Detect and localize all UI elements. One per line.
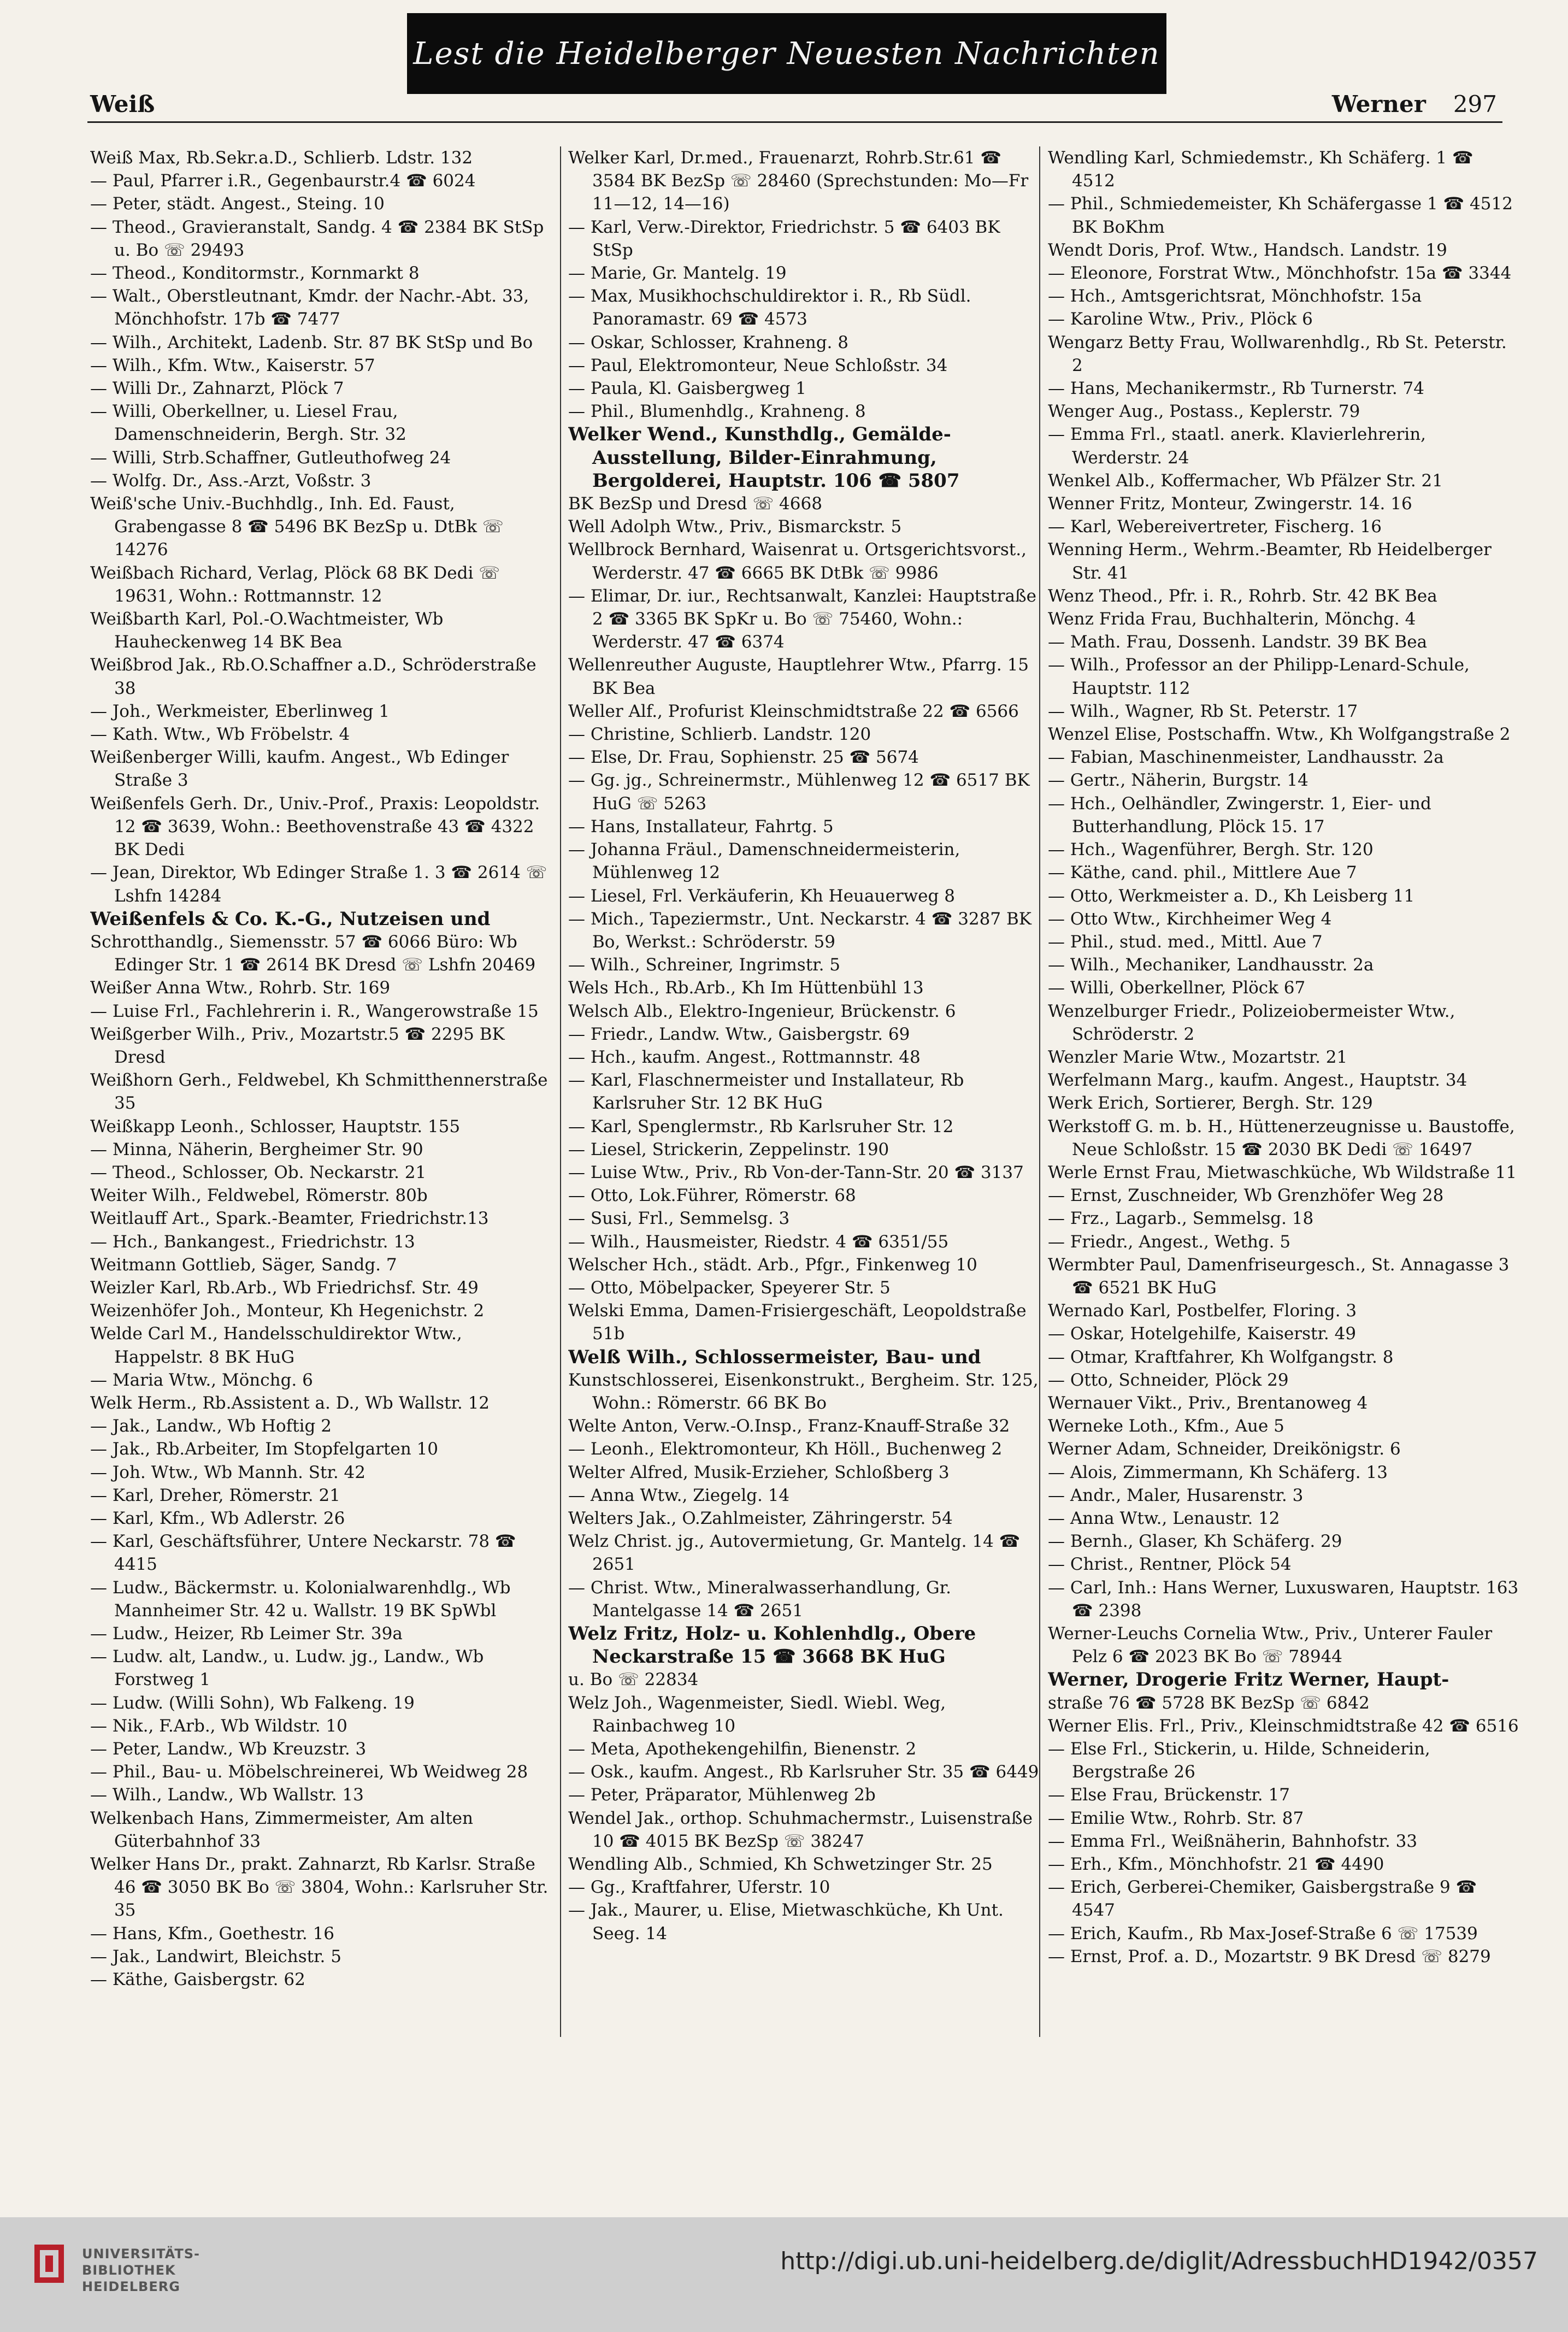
directory-entry: Wernauer Vikt., Priv., Brentanoweg 4 [1048, 1393, 1368, 1413]
directory-entry: — Erich, Gerberei-Chemiker, Gaisbergstraße 9 ☎ 4547 [1048, 1877, 1477, 1921]
directory-entry: — Ludw. (Willi Sohn), Wb Falkeng. 19 [90, 1693, 415, 1713]
directory-entry: Welk Herm., Rb.Assistent a. D., Wb Wallstr. 12 [90, 1393, 490, 1413]
directory-entry: — Otto, Möbelpacker, Speyerer Str. 5 [568, 1277, 891, 1298]
directory-entry: — Liesel, Strickerin, Zeppelinstr. 190 [568, 1139, 889, 1159]
directory-entry: Weißbarth Karl, Pol.-O.Wachtmeister, Wb Hauheckenweg 14 BK Bea [90, 609, 444, 652]
directory-entry: — Joh. Wtw., Wb Mannh. Str. 42 [90, 1462, 366, 1482]
directory-entry: — Emma Frl., staatl. anerk. Klavierlehrerin, Werderstr. 24 [1048, 425, 1426, 468]
directory-entry: Wengarz Betty Frau, Wollwarenhdlg., Rb St. Peterstr. 2 [1048, 332, 1507, 375]
directory-entry: — Oskar, Hotelgehilfe, Kaiserstr. 49 [1048, 1324, 1357, 1344]
directory-entry: — Hch., Amtsgerichtsrat, Mönchhofstr. 15a [1048, 286, 1422, 307]
directory-entry: — Peter, städt. Angest., Steing. 10 [90, 194, 385, 214]
directory-entry: — Ludw. alt, Landw., u. Ludw. jg., Landw., Wb Forstweg 1 [90, 1647, 484, 1690]
directory-entry: — Wilh., Mechaniker, Landhausstr. 2a [1048, 955, 1374, 975]
directory-entry: Wenner Fritz, Monteur, Zwingerstr. 14. 16 [1048, 494, 1412, 514]
directory-entry: — Nik., F.Arb., Wb Wildstr. 10 [90, 1716, 347, 1736]
page-number: 297 [1453, 91, 1497, 117]
directory-entry: — Max, Musikhochschuldirektor i. R., Rb Südl. Panoramastr. 69 ☎ 4573 [568, 286, 971, 329]
directory-entry: Weizler Karl, Rb.Arb., Wb Friedrichsf. Str. 49 [90, 1277, 479, 1298]
directory-entry: — Wilh., Hausmeister, Riedstr. 4 ☎ 6351/55 [568, 1232, 949, 1252]
directory-entry: — Theod., Konditormstr., Kornmarkt 8 [90, 263, 420, 284]
directory-entry: Weißbach Richard, Verlag, Plöck 68 BK Dedi ☏ 19631, Wohn.: Rottmannstr. 12 [90, 563, 500, 606]
directory-entry: — Otto Wtw., Kirchheimer Weg 4 [1048, 909, 1332, 929]
directory-entry: — Karl, Spenglermstr., Rb Karlsruher Str. 12 [568, 1116, 954, 1136]
directory-entry: — Else Frl., Stickerin, u. Hilde, Schneiderin, Bergstraße 26 [1048, 1739, 1430, 1782]
directory-entry: — Wolfg. Dr., Ass.-Arzt, Voßstr. 3 [90, 470, 372, 491]
directory-entry: — Jak., Maurer, u. Elise, Mietwaschküche, Kh Unt. Seeg. 14 [568, 1900, 1004, 1944]
directory-entry: — Wilh., Schreiner, Ingrimstr. 5 [568, 955, 840, 975]
directory-entry: Weißgerber Wilh., Priv., Mozartstr.5 ☎ 2295 BK Dresd [90, 1024, 505, 1067]
directory-entry: — Karl, Verw.-Direktor, Friedrichstr. 5 ☎ 6403 BK StSp [568, 217, 1000, 260]
directory-entry: Werner-Leuchs Cornelia Wtw., Priv., Unterer Fauler Pelz 6 ☎ 2023 BK Bo ☏ 78944 [1048, 1624, 1493, 1667]
directory-entry: — Leonh., Elektromonteur, Kh Höll., Buchenweg 2 [568, 1439, 1003, 1459]
directory-entry: Werneke Loth., Kfm., Aue 5 [1048, 1416, 1284, 1436]
directory-entry: — Käthe, Gaisbergstr. 62 [90, 1970, 305, 1990]
directory-entry: Werner Adam, Schneider, Dreikönigstr. 6 [1048, 1439, 1401, 1459]
newspaper-banner [407, 13, 1166, 94]
directory-entry: — Andr., Maler, Husarenstr. 3 [1048, 1485, 1304, 1505]
directory-entry: — Susi, Frl., Semmelsg. 3 [568, 1209, 790, 1229]
directory-entry: — Erh., Kfm., Mönchhofstr. 21 ☎ 4490 [1048, 1854, 1384, 1875]
header-left-word: Weiß [90, 91, 155, 117]
directory-entry: — Mich., Tapeziermstr., Unt. Neckarstr. 4 ☎ 3287 BK Bo, Werkst.: Schröderstr. 59 [568, 909, 1031, 952]
directory-entry: Welsch Alb., Elektro-Ingenieur, Brückenstr. 6 [568, 1001, 956, 1021]
directory-entry: — Walt., Oberstleutnant, Kmdr. der Nachr.-Abt. 33, Mönchhofstr. 17b ☎ 7477 [90, 286, 529, 329]
banner-text: Lest die Heidelberger Neuesten Nachrichten [413, 36, 1160, 72]
page-header [90, 86, 1497, 125]
directory-entry: — Theod., Schlosser, Ob. Neckarstr. 21 [90, 1162, 427, 1182]
directory-entry: — Willi Dr., Zahnarzt, Plöck 7 [90, 379, 344, 399]
directory-entry: — Karl, Webereivertreter, Fischerg. 16 [1048, 517, 1382, 537]
directory-entry: Welski Emma, Damen-Frisiergeschäft, Leopoldstraße 51b [568, 1301, 1027, 1344]
directory-entry: — Otmar, Kraftfahrer, Kh Wolfgangstr. 8 [1048, 1347, 1394, 1367]
header-right [1332, 91, 1497, 117]
directory-entry: — Karl, Flaschnermeister und Installateur, Rb Karlsruher Str. 12 BK HuG [568, 1070, 964, 1114]
directory-entry: — Johanna Fräul., Damenschneidermeisterin, Mühlenweg 12 [568, 840, 960, 883]
directory-entry: — Erich, Kaufm., Rb Max-Josef-Straße 6 ☏ 17539 [1048, 1923, 1478, 1944]
directory-entry: Werner Elis. Frl., Priv., Kleinschmidtstraße 42 ☎ 6516 [1048, 1716, 1519, 1736]
directory-entry: Werk Erich, Sortierer, Bergh. Str. 129 [1048, 1093, 1373, 1114]
directory-entry: — Minna, Näherin, Bergheimer Str. 90 [90, 1139, 423, 1159]
directory-entry: — Paul, Elektromonteur, Neue Schloßstr. 34 [568, 355, 948, 375]
directory-entry: — Gg., Kraftfahrer, Uferstr. 10 [568, 1877, 830, 1898]
directory-entry: — Wilh., Kfm. Wtw., Kaiserstr. 57 [90, 355, 375, 375]
footer-bar [0, 2217, 1568, 2332]
directory-entry: Welkenbach Hans, Zimmermeister, Am alten Güterbahnhof 33 [90, 1808, 473, 1851]
directory-entry: — Peter, Präparator, Mühlenweg 2b [568, 1785, 876, 1805]
directory-entry: — Friedr., Angest., Wethg. 5 [1048, 1232, 1291, 1252]
directory-entry: — Phil., Blumenhdlg., Krahneng. 8 [568, 402, 866, 422]
directory-entry: — Willi, Strb.Schaffner, Gutleuthofweg 24 [90, 447, 451, 468]
directory-entry: Weiß'sche Univ.-Buchhdlg., Inh. Ed. Faust, Grabengasse 8 ☎ 5496 BK BezSp u. DtBk ☏ 14276 [90, 494, 504, 560]
directory-entry: — Phil., stud. med., Mittl. Aue 7 [1048, 932, 1323, 952]
directory-entry: Werner, Drogerie Fritz Werner, Haupt- [1048, 1669, 1449, 1691]
directory-entry: — Otto, Schneider, Plöck 29 [1048, 1370, 1289, 1390]
directory-entry: — Elimar, Dr. iur., Rechtsanwalt, Kanzlei: Hauptstraße 2 ☎ 3365 BK SpKr u. Bo ☏ 75460, Wohn.: Werderstr. 47 ☎ 6374 [568, 586, 1036, 652]
directory-entry: — Jak., Landwirt, Bleichstr. 5 [90, 1946, 341, 1966]
header-rule [87, 121, 1502, 123]
directory-entry: Werkstoff G. m. b. H., Hüttenerzeugnisse u. Baustoffe, Neue Schloßstr. 15 ☎ 2030 BK Dedi ☏ 16497 [1048, 1116, 1515, 1159]
directory-entry: — Christ. Wtw., Mineralwasserhandlung, Gr. Mantelgasse 14 ☎ 2651 [568, 1577, 951, 1621]
directory-entry: — Meta, Apothekengehilfin, Bienenstr. 2 [568, 1739, 917, 1759]
directory-entry: — Wilh., Landw., Wb Wallstr. 13 [90, 1785, 364, 1805]
directory-entry: Werfelmann Marg., kaufm. Angest., Hauptstr. 34 [1048, 1070, 1467, 1091]
directory-entry: — Jean, Direktor, Wb Edinger Straße 1. 3 ☎ 2614 ☏ Lshfn 14284 [90, 863, 547, 906]
directory-entry: Welscher Hch., städt. Arb., Pfgr., Finkenweg 10 [568, 1255, 977, 1275]
directory-entry: Weißenfels Gerh. Dr., Univ.-Prof., Praxis: Leopoldstr. 12 ☎ 3639, Wohn.: Beethovenstraße 43 ☎ 4322 BK Dedi [90, 793, 540, 860]
directory-entry: Welz Joh., Wagenmeister, Siedl. Wiebl. Weg, Rainbachweg 10 [568, 1693, 946, 1736]
directory-entry: Wenzel Elise, Postschaffn. Wtw., Kh Wolfgangstraße 2 [1048, 725, 1511, 745]
directory-entry: Weiter Wilh., Feldwebel, Römerstr. 80b [90, 1186, 428, 1206]
directory-entry: — Ernst, Prof. a. D., Mozartstr. 9 BK Dresd ☏ 8279 [1048, 1946, 1491, 1966]
directory-entry: BK BezSp und Dresd ☏ 4668 [568, 494, 822, 514]
directory-entry: — Gg. jg., Schreinermstr., Mühlenweg 12 ☎ 6517 BK HuG ☏ 5263 [568, 770, 1030, 814]
directory-entry: Weißkapp Leonh., Schlosser, Hauptstr. 155 [90, 1116, 461, 1136]
directory-entry: — Otto, Werkmeister a. D., Kh Leisberg 11 [1048, 886, 1415, 906]
directory-entry: — Math. Frau, Dossenh. Landstr. 39 BK Bea [1048, 632, 1428, 652]
directory-entry: — Carl, Inh.: Hans Werner, Luxuswaren, Hauptstr. 163 ☎ 2398 [1048, 1577, 1519, 1621]
directory-entry: — Jak., Landw., Wb Hoftig 2 [90, 1416, 332, 1436]
directory-entry: Weitmann Gottlieb, Säger, Sandg. 7 [90, 1255, 397, 1275]
directory-entry: Wellenreuther Auguste, Hauptlehrer Wtw., Pfarrg. 15 BK Bea [568, 655, 1029, 698]
source-url-link[interactable]: http://digi.ub.uni-heidelberg.de/diglit/AdressbuchHD1942/0357 [780, 2247, 1538, 2275]
directory-entry: — Ernst, Zuschneider, Wb Grenzhöfer Weg 28 [1048, 1186, 1444, 1206]
directory-entry: — Phil., Bau- u. Möbelschreinerei, Wb Weidweg 28 [90, 1762, 528, 1782]
directory-entry: Wels Hch., Rb.Arb., Kh Im Hüttenbühl 13 [568, 978, 924, 998]
directory-entry: Wenkel Alb., Koffermacher, Wb Pfälzer Str. 21 [1048, 470, 1443, 491]
directory-entry: — Hans, Kfm., Goethestr. 16 [90, 1923, 335, 1944]
directory-entry: — Emilie Wtw., Rohrb. Str. 87 [1048, 1808, 1304, 1828]
directory-entry: Well Adolph Wtw., Priv., Bismarckstr. 5 [568, 517, 902, 537]
directory-entry: — Karl, Dreher, Römerstr. 21 [90, 1485, 340, 1505]
column-divider [560, 146, 561, 2037]
directory-entry: — Ludw., Heizer, Rb Leimer Str. 39a [90, 1624, 403, 1644]
directory-entry: Welß Wilh., Schlossermeister, Bau- und [568, 1346, 981, 1368]
directory-entry: Wenz Frida Frau, Buchhalterin, Mönchg. 4 [1048, 609, 1416, 629]
directory-entry: — Willi, Oberkellner, u. Liesel Frau, Damenschneiderin, Bergh. Str. 32 [90, 402, 406, 445]
directory-entry: — Christine, Schlierb. Landstr. 120 [568, 725, 871, 745]
directory-entry: Wellbrock Bernhard, Waisenrat u. Ortsgerichtsvorst., Werderstr. 47 ☎ 6665 BK DtBk ☏ 9986 [568, 540, 1027, 583]
directory-entry: Welz Fritz, Holz- u. Kohlenhdlg., Obere Neckarstraße 15 ☎ 3668 BK HuG [568, 1623, 976, 1668]
directory-entry: — Otto, Lok.Führer, Römerstr. 68 [568, 1186, 856, 1206]
directory-entry: — Marie, Gr. Mantelg. 19 [568, 263, 787, 284]
directory-entry: Wendt Doris, Prof. Wtw., Handsch. Landstr. 19 [1048, 240, 1447, 260]
directory-entry: — Jak., Rb.Arbeiter, Im Stopfelgarten 10 [90, 1439, 439, 1459]
directory-entry: Welte Anton, Verw.-O.Insp., Franz-Knauff-Straße 32 [568, 1416, 1010, 1436]
directory-entry: — Hch., Bankangest., Friedrichstr. 13 [90, 1232, 415, 1252]
directory-entry: — Alois, Zimmermann, Kh Schäferg. 13 [1048, 1462, 1388, 1482]
directory-entry: Weißenberger Willi, kaufm. Angest., Wb Edinger Straße 3 [90, 747, 509, 791]
directory-entry: — Anna Wtw., Ziegelg. 14 [568, 1485, 790, 1505]
directory-entry: — Phil., Schmiedemeister, Kh Schäfergasse 1 ☎ 4512 BK BoKhm [1048, 194, 1513, 237]
directory-entry: — Luise Frl., Fachlehrerin i. R., Wangerowstraße 15 [90, 1001, 539, 1021]
directory-entry: — Wilh., Wagner, Rb St. Peterstr. 17 [1048, 701, 1358, 721]
directory-entry: — Eleonore, Forstrat Wtw., Mönchhofstr. 15a ☎ 3344 [1048, 263, 1512, 284]
directory-entry: Werle Ernst Frau, Mietwaschküche, Wb Wildstraße 11 [1048, 1162, 1517, 1182]
directory-entry: — Joh., Werkmeister, Eberlinweg 1 [90, 701, 390, 721]
directory-entry: Wendel Jak., orthop. Schuhmachermstr., Luisenstraße 10 ☎ 4015 BK BezSp ☏ 38247 [568, 1808, 1033, 1851]
directory-entry: — Oskar, Schlosser, Krahneng. 8 [568, 332, 848, 352]
directory-entry: Kunstschlosserei, Eisenkonstrukt., Bergheim. Str. 125, Wohn.: Römerstr. 66 BK Bo [568, 1370, 1039, 1413]
directory-entry: Wenning Herm., Wehrm.-Beamter, Rb Heidelberger Str. 41 [1048, 540, 1492, 583]
directory-entry: — Hch., kaufm. Angest., Rottmannstr. 48 [568, 1047, 921, 1067]
directory-entry: Wenzler Marie Wtw., Mozartstr. 21 [1048, 1047, 1348, 1067]
directory-entry: — Frz., Lagarb., Semmelsg. 18 [1048, 1209, 1314, 1229]
directory-entry: — Christ., Rentner, Plöck 54 [1048, 1554, 1292, 1575]
column-1 [90, 146, 549, 2037]
directory-entry: Weißer Anna Wtw., Rohrb. Str. 169 [90, 978, 391, 998]
directory-entry: — Peter, Landw., Wb Kreuzstr. 3 [90, 1739, 367, 1759]
directory-entry: Wendling Karl, Schmiedemstr., Kh Schäferg. 1 ☎ 4512 [1048, 148, 1473, 191]
directory-entry: — Karl, Geschäftsführer, Untere Neckarstr. 78 ☎ 4415 [90, 1532, 516, 1575]
directory-entry: — Bernh., Glaser, Kh Schäferg. 29 [1048, 1532, 1342, 1552]
column-2 [568, 146, 1042, 2037]
directory-entry: — Hch., Oelhändler, Zwingerstr. 1, Eier- und Butterhandlung, Plöck 15. 17 [1048, 793, 1431, 837]
directory-entry: Weller Alf., Profurist Kleinschmidtstraße 22 ☎ 6566 [568, 701, 1019, 721]
directory-entry: — Theod., Gravieranstalt, Sandg. 4 ☎ 2384 BK StSp u. Bo ☏ 29493 [90, 217, 544, 260]
directory-entry: Schrotthandlg., Siemensstr. 57 ☎ 6066 Büro: Wb Edinger Str. 1 ☎ 2614 BK Dresd ☏ Lshfn 20469 [90, 932, 536, 975]
column-3 [1048, 146, 1521, 2037]
directory-entry: Welker Wend., Kunsthdlg., Gemälde-Ausstellung, Bilder-Einrahmung, Bergolderei, Hauptstr. 106 ☎ 5807 [568, 423, 960, 492]
directory-entry: — Willi, Oberkellner, Plöck 67 [1048, 978, 1306, 998]
directory-entry: Welker Karl, Dr.med., Frauenarzt, Rohrb.Str.61 ☎ 3584 BK BezSp ☏ 28460 (Sprechstunden: Mo—Fr 11—12, 14—16) [568, 148, 1029, 214]
directory-entry: Weißhorn Gerh., Feldwebel, Kh Schmitthennerstraße 35 [90, 1070, 548, 1114]
directory-entry: — Gertr., Näherin, Burgstr. 14 [1048, 770, 1308, 791]
directory-entry: — Liesel, Frl. Verkäuferin, Kh Heuauerweg 8 [568, 886, 955, 906]
directory-entry: — Wilh., Architekt, Ladenb. Str. 87 BK StSp und Bo [90, 332, 533, 352]
directory-entry: — Maria Wtw., Mönchg. 6 [90, 1370, 313, 1390]
directory-entry: Wernado Karl, Postbelfer, Floring. 3 [1048, 1301, 1357, 1321]
directory-entry: — Kath. Wtw., Wb Fröbelstr. 4 [90, 725, 350, 745]
directory-entry: Welters Jak., O.Zahlmeister, Zähringerstr. 54 [568, 1508, 953, 1528]
directory-entry: Wenz Theod., Pfr. i. R., Rohrb. Str. 42 BK Bea [1048, 586, 1437, 606]
directory-entry: Weißbrod Jak., Rb.O.Schaffner a.D., Schröderstraße 38 [90, 655, 537, 698]
directory-entry: — Fabian, Maschinenmeister, Landhausstr. 2a [1048, 747, 1444, 768]
column-divider [1039, 146, 1040, 2037]
directory-entry: — Else, Dr. Frau, Sophienstr. 25 ☎ 5674 [568, 747, 919, 768]
directory-entry: — Paul, Pfarrer i.R., Gegenbaurstr.4 ☎ 6024 [90, 171, 476, 191]
directory-entry: Welz Christ. jg., Autovermietung, Gr. Mantelg. 14 ☎ 2651 [568, 1532, 1021, 1575]
directory-entry: Weitlauff Art., Spark.-Beamter, Friedrichstr.13 [90, 1209, 489, 1229]
directory-entry: Welter Alfred, Musik-Erzieher, Schloßberg 3 [568, 1462, 950, 1482]
directory-entry: — Hans, Installateur, Fahrtg. 5 [568, 816, 834, 837]
header-right-word: Werner [1331, 91, 1426, 117]
directory-entry: — Wilh., Professor an der Philipp-Lenard-Schule, Hauptstr. 112 [1048, 655, 1470, 698]
directory-entry: — Hans, Mechanikermstr., Rb Turnerstr. 74 [1048, 379, 1424, 399]
directory-entry: Welker Hans Dr., prakt. Zahnarzt, Rb Karlsr. Straße 46 ☎ 3050 BK Bo ☏ 3804, Wohn.: Karlsruher Str. 35 [90, 1854, 549, 1921]
directory-entry: Weiß Max, Rb.Sekr.a.D., Schlierb. Ldstr. 132 [90, 148, 473, 168]
directory-entry: — Osk., kaufm. Angest., Rb Karlsruher Str. 35 ☎ 6449 [568, 1762, 1039, 1782]
directory-entry: — Anna Wtw., Lenaustr. 12 [1048, 1508, 1280, 1528]
directory-entry: straße 76 ☎ 5728 BK BezSp ☏ 6842 [1048, 1693, 1370, 1713]
institution-name: UNIVERSITÄTS- BIBLIOTHEK HEIDELBERG [82, 2246, 201, 2294]
directory-entry: Wenzelburger Friedr., Polizeiobermeister Wtw., Schröderstr. 2 [1048, 1001, 1455, 1044]
directory-entry: — Else Frau, Brückenstr. 17 [1048, 1785, 1290, 1805]
directory-entry: Wendling Alb., Schmied, Kh Schwetzinger Str. 25 [568, 1854, 993, 1875]
directory-entry: Weizenhöfer Joh., Monteur, Kh Hegenichstr. 2 [90, 1301, 485, 1321]
directory-entry: — Karoline Wtw., Priv., Plöck 6 [1048, 309, 1313, 329]
directory-entry: Weißenfels & Co. K.-G., Nutzeisen und [90, 908, 491, 930]
directory-entry: — Ludw., Bäckermstr. u. Kolonialwarenhdlg., Wb Mannheimer Str. 42 u. Wallstr. 19 BK SpWbl [90, 1577, 511, 1621]
directory-entry: Welde Carl M., Handelsschuldirektor Wtw., Happelstr. 8 BK HuG [90, 1324, 462, 1367]
directory-entry: — Paula, Kl. Gaisbergweg 1 [568, 379, 806, 399]
directory-entry: Wenger Aug., Postass., Keplerstr. 79 [1048, 402, 1360, 422]
directory-entry: — Friedr., Landw. Wtw., Gaisbergstr. 69 [568, 1024, 910, 1044]
directory-entry: — Luise Wtw., Priv., Rb Von-der-Tann-Str. 20 ☎ 3137 [568, 1162, 1024, 1182]
directory-entry: — Hch., Wagenführer, Bergh. Str. 120 [1048, 840, 1374, 860]
directory-entry: Wermbter Paul, Damenfriseurgesch., St. Annagasse 3 ☎ 6521 BK HuG [1048, 1255, 1510, 1298]
directory-entry: — Karl, Kfm., Wb Adlerstr. 26 [90, 1508, 345, 1528]
directory-entry: — Käthe, cand. phil., Mittlere Aue 7 [1048, 863, 1357, 883]
directory-entry: u. Bo ☏ 22834 [568, 1670, 699, 1690]
directory-entry: — Emma Frl., Weißnäherin, Bahnhofstr. 33 [1048, 1831, 1418, 1851]
university-seal-icon [30, 2239, 68, 2288]
